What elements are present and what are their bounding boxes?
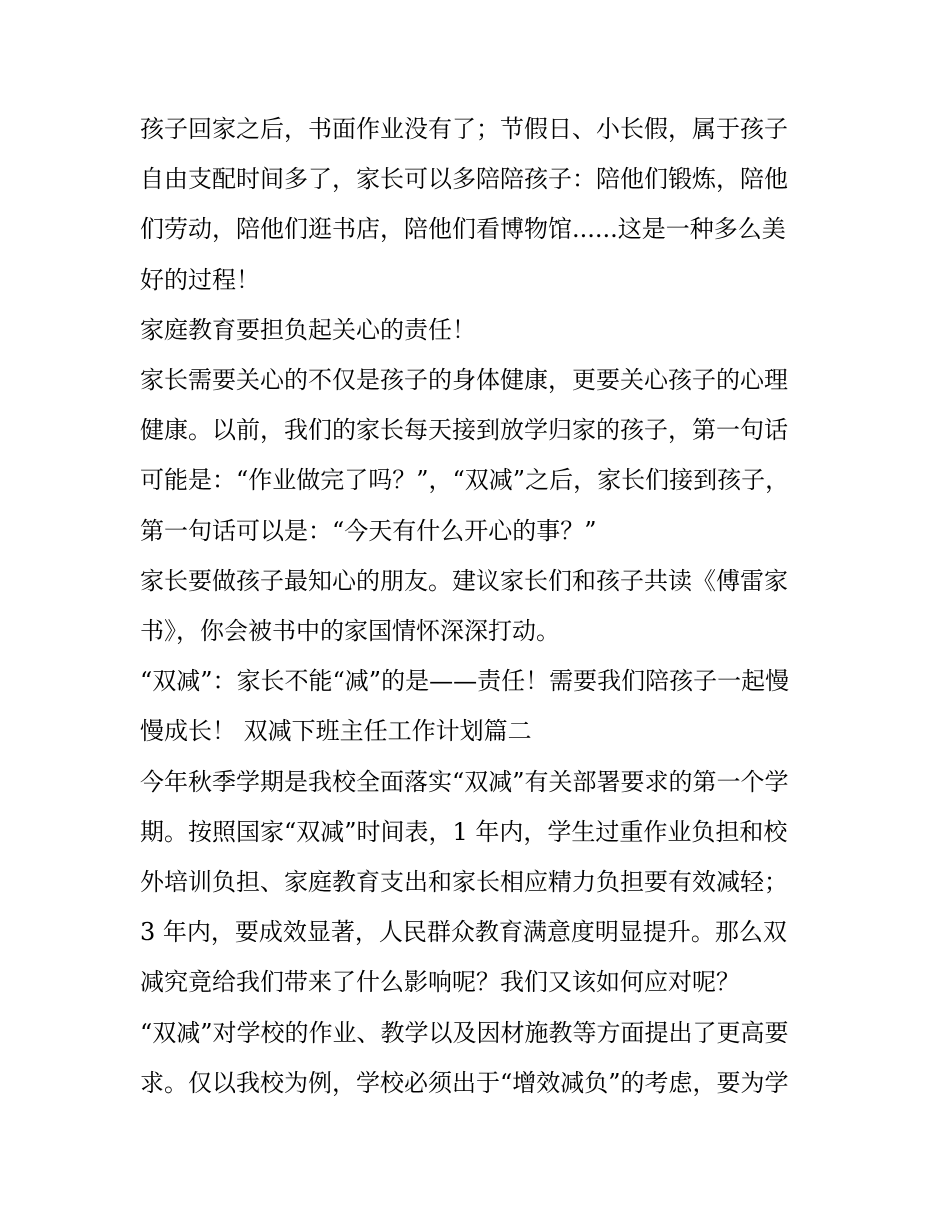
text-line: “双减”对学校的作业、教学以及因材施教等方面提出了更高要 bbox=[140, 1018, 789, 1047]
text-line: 家长要做孩子最知心的朋友。建议家长们和孩子共读《傅雷家 bbox=[140, 566, 788, 595]
text-line: “双减”：家长不能“减”的是——责任！需要我们陪孩子一起慢 bbox=[140, 667, 790, 696]
text-line: 减究竟给我们带来了什么影响呢？我们又该如何应对呢？ bbox=[140, 968, 740, 997]
text-line: 健康。以前，我们的家长每天接到放学归家的孩子，第一句话 bbox=[140, 416, 788, 445]
text-line: 3 年内，要成效显著，人民群众教育满意度明显提升。那么双 bbox=[140, 918, 787, 947]
text-line: 好的过程！ bbox=[140, 265, 260, 294]
section-heading: 家庭教育要担负起关心的责任！ bbox=[140, 315, 476, 344]
text-line: 孩子回家之后，书面作业没有了；节假日、小长假，属于孩子 bbox=[140, 115, 788, 143]
text-line: 第一句话可以是：“今天有什么开心的事？” bbox=[140, 516, 597, 545]
text-line: 书》，你会被书中的家国情怀深深打动。 bbox=[140, 617, 560, 646]
text-line: 慢成长！ 双减下班主任工作计划篇二 bbox=[140, 717, 532, 746]
document-body bbox=[140, 104, 815, 1108]
text-line: 家长需要关心的不仅是孩子的身体健康，更要关心孩子的心理 bbox=[140, 366, 788, 395]
text-line: 们劳动，陪他们逛书店，陪他们看博物馆......这是一种多么美 bbox=[140, 215, 786, 244]
text-line: 期。按照国家“双减”时间表，1 年内，学生过重作业负担和校 bbox=[140, 817, 788, 846]
text-line: 自由支配时间多了，家长可以多陪陪孩子：陪他们锻炼，陪他 bbox=[140, 165, 788, 194]
text-line: 今年秋季学期是我校全面落实“双减”有关部署要求的第一个学 bbox=[140, 767, 789, 796]
text-line: 外培训负担、家庭教育支出和家长相应精力负担要有效减轻； bbox=[140, 868, 788, 897]
text-line: 求。仅以我校为例，学校必须出于“增效减负”的考虑，要为学 bbox=[140, 1068, 789, 1097]
text-line: 可能是：“作业做完了吗？”，“双减”之后，家长们接到孩子， bbox=[140, 466, 790, 495]
